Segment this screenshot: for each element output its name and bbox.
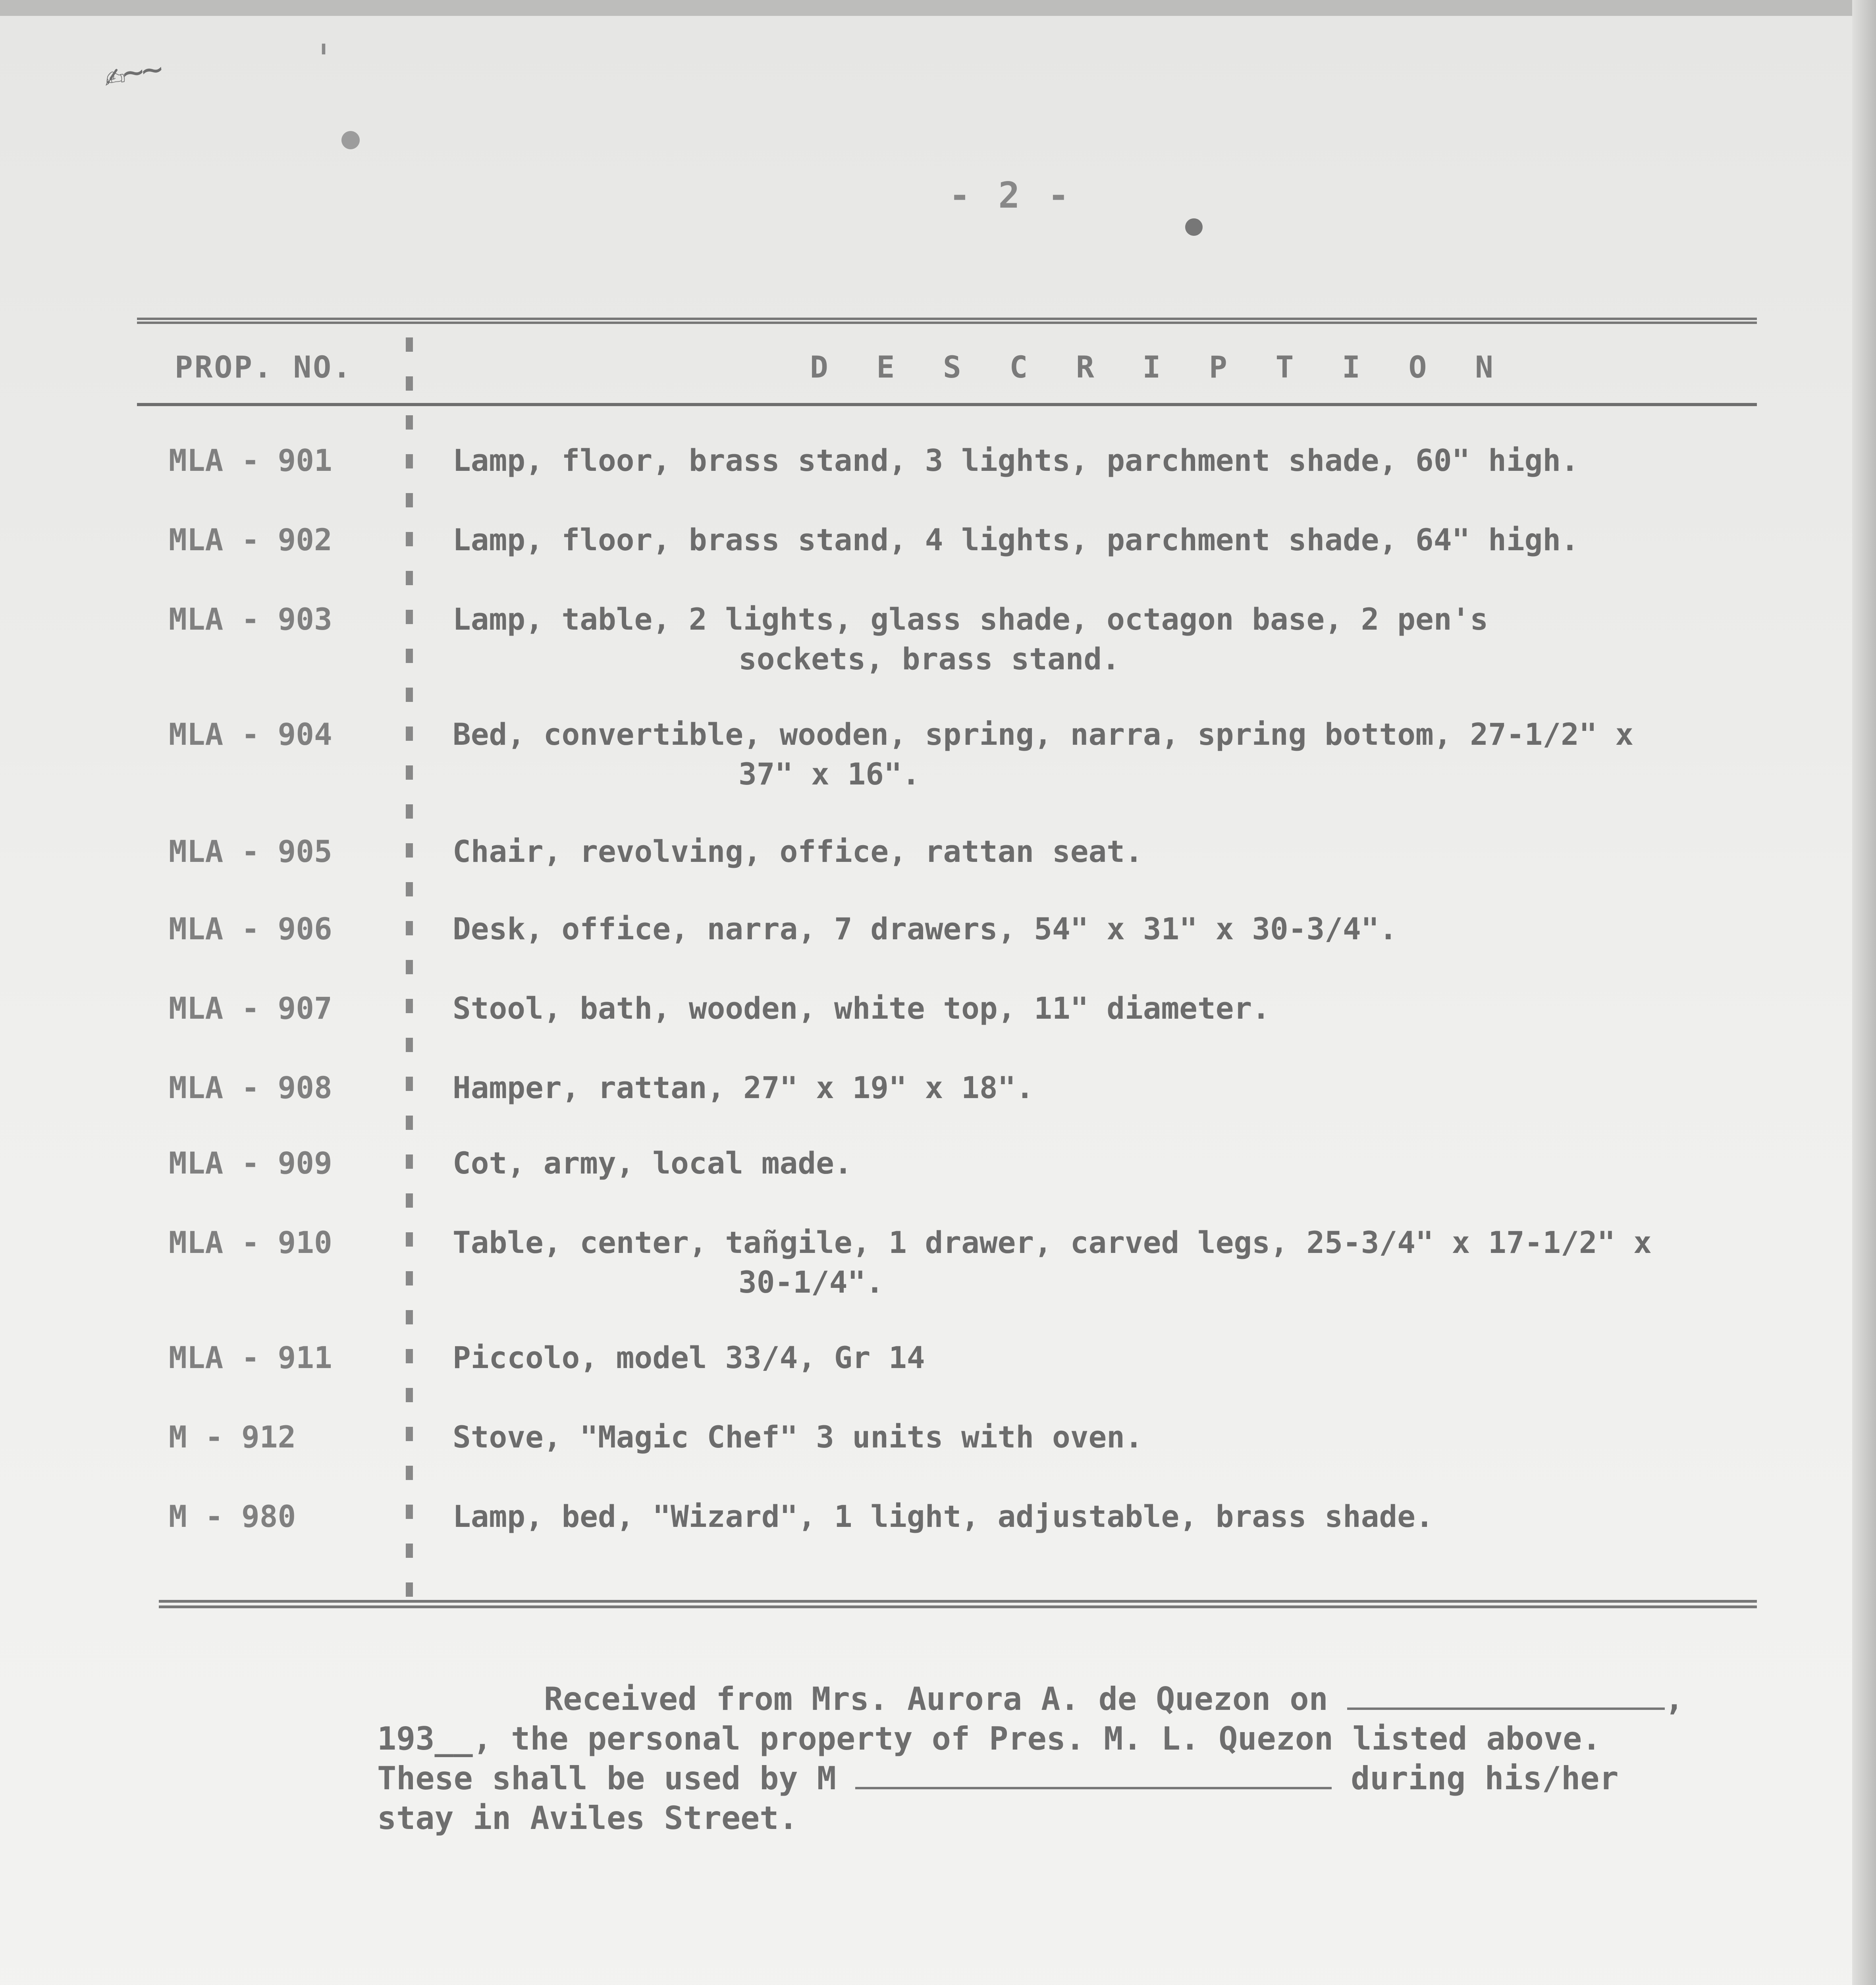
item-description [453, 599, 1771, 679]
receipt-line-3-end: during his/her [1351, 1760, 1619, 1797]
description-text: Bed, convertible, wooden, spring, narra, spring bottom, 27-1/2" x [453, 717, 1634, 752]
item-description [453, 1143, 1771, 1183]
receipt-line-3-start: These shall be used by M [377, 1760, 836, 1797]
table-top-rule [137, 318, 1757, 324]
column-header-description: D E S C R I P T I O N [810, 349, 1508, 385]
description-text: Lamp, floor, brass stand, 3 lights, parchment shade, 60" high. [453, 443, 1579, 478]
item-description [453, 832, 1771, 871]
property-number: MLA - 905 [169, 834, 332, 869]
description-text: Piccolo, model 33/4, Gr 14 [453, 1340, 925, 1375]
description-text: Desk, office, narra, 7 drawers, 54" x 31" x 30-3/4". [453, 911, 1398, 946]
description-text: Table, center, tañgile, 1 drawer, carved legs, 25-3/4" x 17-1/2" x [453, 1225, 1652, 1260]
property-number: MLA - 906 [169, 911, 332, 946]
property-number: M - 912 [169, 1419, 296, 1455]
item-description [453, 989, 1771, 1028]
item-description [453, 1417, 1771, 1457]
property-number: M - 980 [169, 1499, 296, 1534]
property-number: MLA - 911 [169, 1340, 332, 1375]
property-number: MLA - 904 [169, 717, 332, 752]
item-description [453, 715, 1771, 794]
date-blank [1347, 1680, 1665, 1710]
punch-hole [341, 131, 360, 149]
page-number: - 2 - [949, 175, 1072, 216]
property-number: MLA - 907 [169, 991, 332, 1026]
column-header-prop-no: PROP. NO. [175, 349, 353, 385]
receipt-line-2: 193__, the personal property of Pres. M. L. Quezon listed above. [377, 1720, 1601, 1757]
description-text: Stove, "Magic Chef" 3 units with oven. [453, 1419, 1143, 1455]
description-text: Cot, army, local made. [453, 1145, 852, 1181]
receipt-statement: Received from Mrs. Aurora A. de Quezon on , 193__, the personal property of Pres. M. L. Quezon listed above. These shall be used by M during his/her stay in Aviles Street. [377, 1681, 1684, 1837]
scan-edge-right [1852, 0, 1876, 1985]
description-text: Stool, bath, wooden, white top, 11" diameter. [453, 991, 1271, 1026]
user-name-blank [855, 1759, 1332, 1789]
pencil-mark: ' [312, 36, 336, 82]
header-underline [137, 403, 1757, 406]
item-description [453, 909, 1771, 949]
description-text: Hamper, rattan, 27" x 19" x 18". [453, 1070, 1034, 1105]
description-text: Lamp, floor, brass stand, 4 lights, parchment shade, 64" high. [453, 522, 1579, 557]
property-number: MLA - 908 [169, 1070, 332, 1105]
table-bottom-rule [159, 1600, 1757, 1609]
property-number: MLA - 901 [169, 443, 332, 478]
property-number: MLA - 910 [169, 1225, 332, 1260]
receipt-line-4: stay in Aviles Street. [377, 1800, 798, 1837]
item-description [453, 520, 1771, 560]
column-separator [406, 337, 413, 1600]
item-description [453, 441, 1771, 480]
item-description [453, 1068, 1771, 1108]
item-description [453, 1338, 1771, 1378]
description-text: Lamp, table, 2 lights, glass shade, octagon base, 2 pen's [453, 601, 1488, 637]
description-continuation: 30-1/4". [738, 1264, 884, 1300]
scan-edge-top [0, 0, 1876, 16]
ink-spot [1185, 218, 1203, 236]
receipt-line-1: Received from Mrs. Aurora A. de Quezon on [544, 1681, 1328, 1717]
description-text: Lamp, bed, "Wizard", 1 light, adjustable, brass shade. [453, 1499, 1434, 1534]
description-text: Chair, revolving, office, rattan seat. [453, 834, 1143, 869]
item-description [453, 1223, 1771, 1302]
property-number: MLA - 903 [169, 601, 332, 637]
description-continuation: sockets, brass stand. [738, 641, 1120, 676]
property-number: MLA - 909 [169, 1145, 332, 1181]
description-continuation: 37" x 16". [738, 756, 920, 792]
item-description [453, 1497, 1771, 1536]
property-number: MLA - 902 [169, 522, 332, 557]
pencil-scribble: ✍~~ [100, 48, 164, 97]
